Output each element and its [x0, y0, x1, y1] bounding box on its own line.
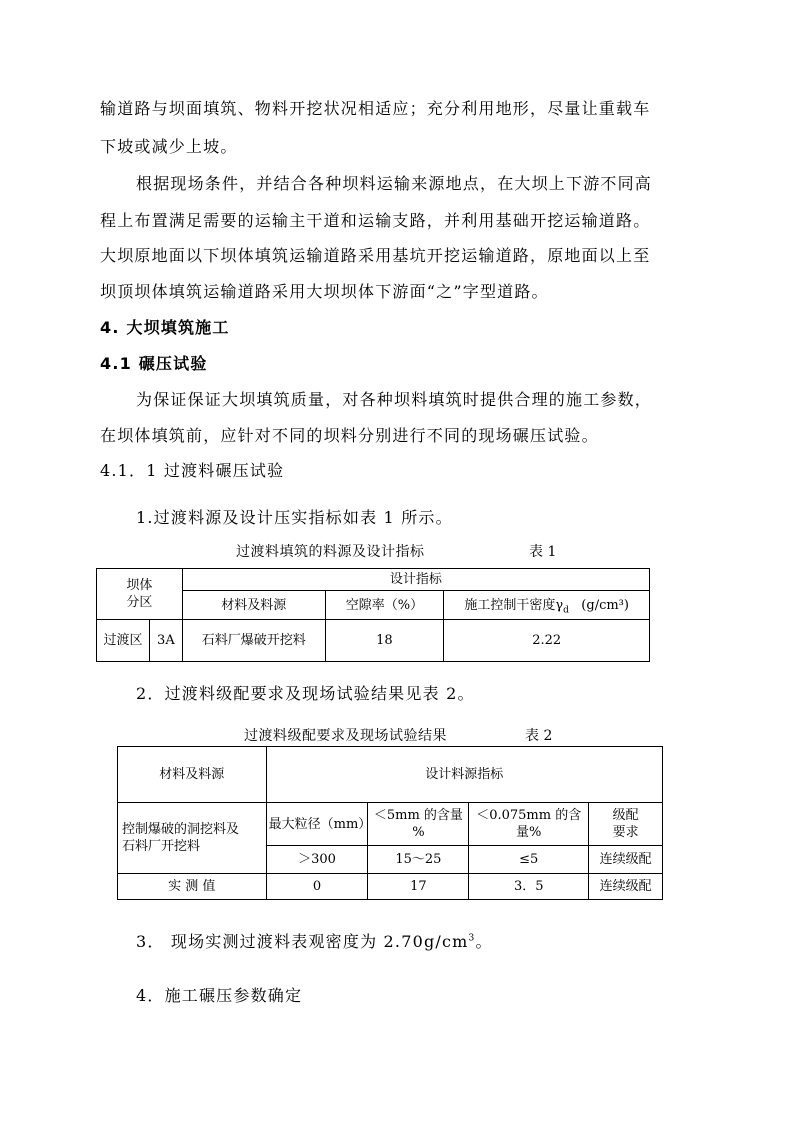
header-cell: 设计指标	[182, 569, 649, 591]
table-cell: 2.22	[444, 620, 650, 662]
section-heading: 4. 大坝填筑施工	[100, 318, 230, 337]
subsection-heading: 4.1 碾压试验	[100, 354, 208, 373]
table-caption: 过渡料级配要求及现场试验结果	[244, 728, 447, 744]
header-cell: 材料及料源	[182, 591, 325, 620]
paragraph-line: 下坡或减少上坡。	[100, 137, 238, 156]
header-cell: 最大粒径（mm）	[266, 803, 368, 846]
table-cell: 实 测 值	[118, 874, 267, 900]
table-number: 表 1	[529, 544, 557, 560]
header-cell: 设计料源指标	[266, 747, 662, 803]
table-cell: 连续级配	[589, 846, 663, 874]
header-cell: ＜5mm 的含量 %	[368, 803, 469, 846]
subsubsection-heading: 4.1．1 过渡料碾压试验	[100, 461, 285, 480]
table-cell: 连续级配	[589, 874, 663, 900]
paragraph-line: 大坝原地面以下坝体填筑运输道路采用基坑开挖运输道路，原地面以上至	[100, 246, 651, 265]
table-caption: 过渡料填筑的料源及设计指标	[236, 544, 425, 560]
list-item: 4．施工碾压参数确定	[136, 986, 303, 1005]
table-cell: ≤5	[469, 846, 589, 874]
table-1	[96, 568, 650, 662]
table-cell: 17	[368, 874, 469, 900]
paragraph-line: 输道路与坝面填筑、物料开挖状况相适应；充分利用地形，尽量让重载车	[100, 99, 651, 118]
paragraph-line: 在坝体填筑前，应针对不同的坝料分别进行不同的现场碾压试验。	[100, 426, 599, 445]
list-item: 3． 现场实测过渡料表观密度为 $2.70g/cm^3$。	[136, 932, 493, 951]
table-cell: 15～25	[368, 846, 469, 874]
table-2	[117, 746, 663, 900]
list-item: 1.过渡料源及设计压实指标如表 1 所示。	[136, 508, 453, 527]
header-cell: 材料及料源	[118, 747, 267, 803]
header-cell: 级配 要求	[589, 803, 663, 846]
table-cell: 石料厂爆破开挖料	[182, 620, 325, 662]
header-cell: 空隙率（%）	[325, 591, 444, 620]
header-cell: 坝体 分区	[97, 569, 183, 620]
table-number: 表 2	[525, 728, 553, 744]
paragraph-line: 坝顶坝体填筑运输道路采用大坝坝体下游面“之”字型道路。	[100, 282, 549, 301]
header-cell: 施工控制干密度$\gamma_d$ (g/cm³)	[444, 591, 650, 620]
table-cell: 0	[266, 874, 368, 900]
table-cell: 控制爆破的洞挖料及 石料厂开挖料	[118, 803, 267, 874]
list-item: 2．过渡料级配要求及现场试验结果见表 2。	[136, 684, 475, 703]
table-cell: ＞300	[266, 846, 368, 874]
paragraph-line: 程上布置满足需要的运输主干道和运输支路，并利用基础开挖运输道路。	[100, 211, 651, 230]
table-cell: 过渡区	[97, 620, 150, 662]
table-cell: 3A	[149, 620, 182, 662]
paragraph-line: 根据现场条件，并结合各种坝料运输来源地点，在大坝上下游不同高	[136, 174, 653, 193]
header-cell: ＜0.075mm 的含 量%	[469, 803, 589, 846]
table-cell: 18	[325, 620, 444, 662]
paragraph-line: 为保证保证大坝填筑质量，对各种坝料填筑时提供合理的施工参数，	[136, 390, 653, 409]
table-cell: 3．5	[469, 874, 589, 900]
